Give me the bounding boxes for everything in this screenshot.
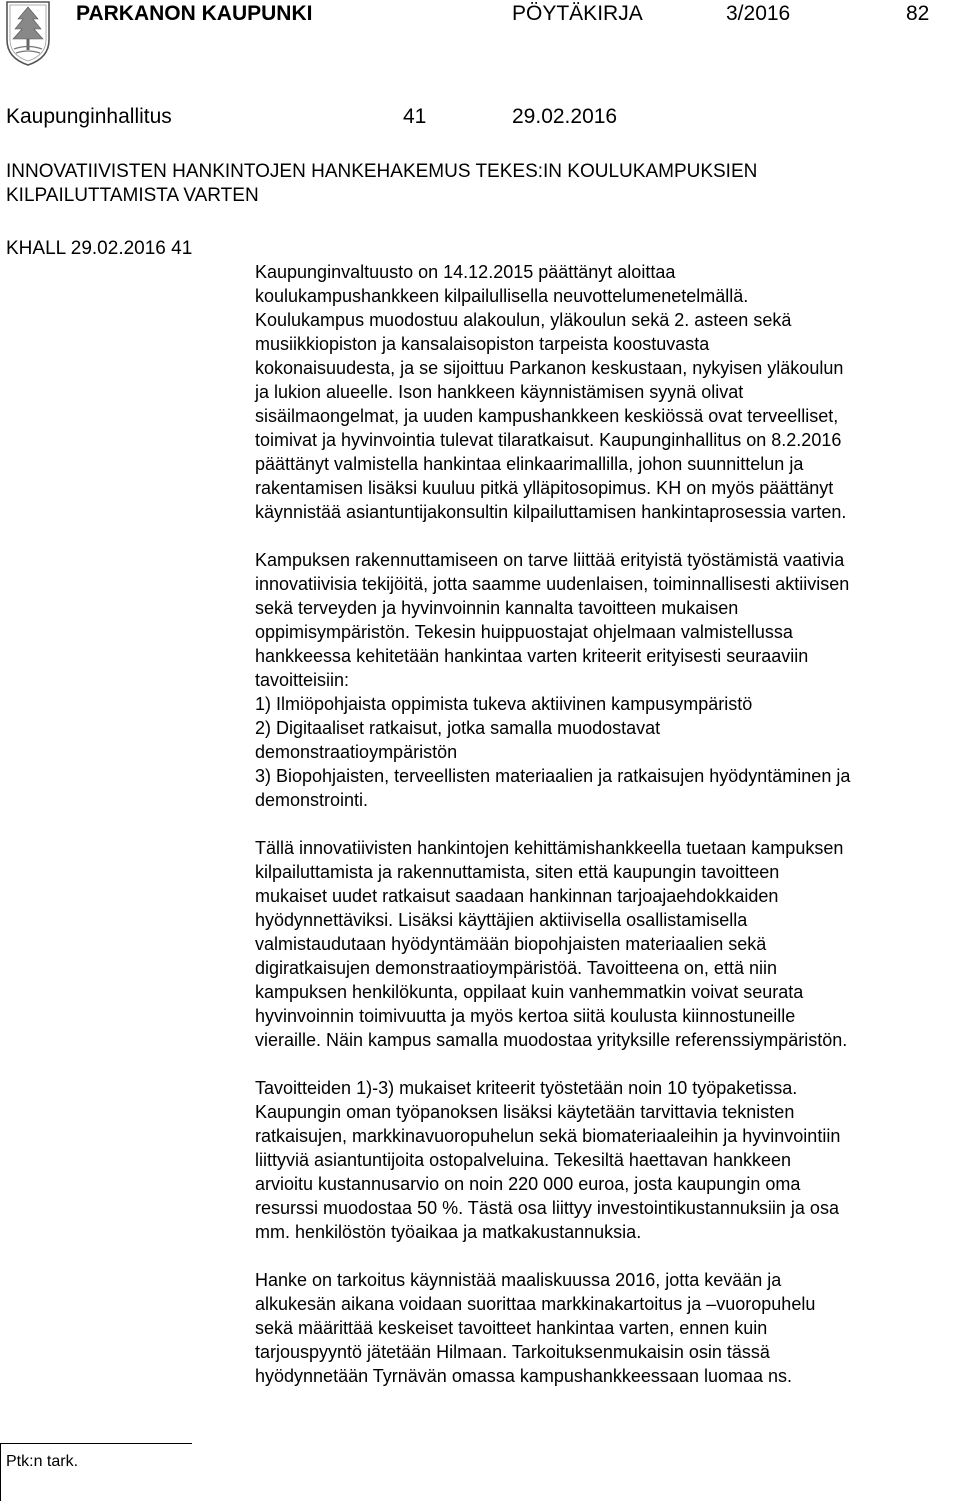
paragraph-gap [255,524,955,548]
section-number: 41 [403,105,427,128]
body-line: Hanke on tarkoitus käynnistää maaliskuussa 2016, jotta kevään ja [255,1270,782,1290]
body-line: Tällä innovatiivisten hankintojen kehittämishankkeella tuetaan kampuksen [255,838,844,858]
body-line: kokonaisuudesta, ja se sijoittuu Parkanon keskustaan, nykyisen yläkoulun [255,358,844,378]
paragraph-gap [255,1244,955,1268]
body-line: käynnistää asiantuntijakonsultin kilpailuttamisen hankintaprosessia varten. [255,502,847,522]
body-line: koulukampushankkeen kilpailullisella neuvottelumenetelmällä. [255,286,749,306]
body-line: mukaiset uudet ratkaisut saadaan hankinnan tarjoajaehdokkaiden [255,886,779,906]
body-line: alkukesän aikana voidaan suorittaa markkinakartoitus ja –vuoropuhelu [255,1294,816,1314]
body-line: Koulukampus muodostuu alakoulun, yläkoulun sekä 2. asteen sekä [255,310,792,330]
document-number: 3/2016 [726,2,791,25]
body-line: digiratkaisujen demonstraatioympäristöä. Tavoitteena on, että niin [255,958,777,978]
body-line: hyvinvoinnin toimivuutta ja myös kertoa siitä koulusta kiinnostuneille [255,1006,796,1026]
item-title-line: INNOVATIIVISTEN HANKINTOJEN HANKEHAKEMUS TEKES:IN KOULUKAMPUKSIEN [6,161,758,182]
footer-divider [0,1443,1,1501]
body-line: demonstraatioympäristön [255,742,458,762]
body-line: kampuksen henkilökunta, oppilaat kuin vanhemmatkin voivat seurata [255,982,804,1002]
body-line: Kaupunginvaltuusto on 14.12.2015 päättänyt aloittaa [255,262,676,282]
minutes-checker-label: Ptk:n tark. [6,1453,79,1470]
body-line: liittyviä asiantuntijoita ostopalveluina. Tekesiltä haettavan hankkeen [255,1150,792,1170]
body-line: Kaupungin oman työpanoksen lisäksi käytetään tarvittavia teknisten [255,1102,795,1122]
body-line: mm. henkilöstön työaikaa ja matkakustannuksia. [255,1222,642,1242]
body-line: toimivat ja hyvinvointia tulevat tilaratkaisut. Kaupunginhallitus on 8.2.2016 [255,430,842,450]
meeting-date: 29.02.2016 [512,105,618,128]
body-line: sekä määrittää keskeiset tavoitteet hankintaa varten, ennen kuin [255,1318,768,1338]
item-title [6,160,757,208]
body-line: tavoitteisiin: [255,670,350,690]
meeting-body: Kaupunginhallitus [6,105,172,128]
body-line: 1) Ilmiöpohjaista oppimista tukeva aktiivinen kampusympäristö [255,694,753,714]
body-line: 3) Biopohjaisten, terveellisten materiaalien ja ratkaisujen hyödyntäminen ja [255,766,851,786]
body-line: valmistaudutaan hyödyntämään biopohjaisten materiaalien sekä [255,934,767,954]
body-line: hyödynnetään Tyrnävän omassa kampushankkeessaan luomaa ns. [255,1366,793,1386]
body-line: hyödynnettäviksi. Lisäksi käyttäjien aktiivisella osallistamisella [255,910,748,930]
body-line: sekä terveyden ja hyvinvoinnin kannalta tavoitteen mukaisen [255,598,739,618]
document-type: PÖYTÄKIRJA [512,2,643,25]
body-line: 2) Digitaaliset ratkaisut, jotka samalla muodostavat [255,718,661,738]
board-reference: KHALL 29.02.2016 41 [6,238,193,259]
body-line: ratkaisujen, markkinavuoropuhelun sekä biomateriaaleihin ja hyvinvointiin [255,1126,841,1146]
page-number: 82 [906,2,930,25]
body-line: rakentamisen lisäksi kuuluu pitkä ylläpitosopimus. KH on myös päättänyt [255,478,834,498]
coat-of-arms-logo [4,0,52,66]
body-line: resurssi muodostaa 50 %. Tästä osa liittyy investointikustannuksiin ja osa [255,1198,839,1218]
organization-name: PARKANON KAUPUNKI [76,2,313,25]
body-line: sisäilmaongelmat, ja uuden kampushankkeen keskiössä ovat terveelliset, [255,406,839,426]
body-line: innovatiivisia tekijöitä, jotta saamme uudenlaisen, toiminnallisesti aktiivisen [255,574,850,594]
footer-rule [0,1443,192,1444]
body-line: Tavoitteiden 1)-3) mukaiset kriteerit työstetään noin 10 työpaketissa. [255,1078,798,1098]
body-line: päättänyt valmistella hankintaa elinkaarimallilla, johon suunnittelun ja [255,454,804,474]
body-line: musiikkiopiston ja kansalaisopiston tarpeista koostuvasta [255,334,710,354]
paragraph-gap [255,1052,955,1076]
body-line: ja lukion alueelle. Ison hankkeen käynnistämisen syynä olivat [255,382,744,402]
body-line: hankkeessa kehitetään hankintaa varten kriteerit erityisesti seuraaviin [255,646,809,666]
body-text [255,260,955,1388]
body-line: arvioitu kustannusarvio on noin 220 000 euroa, josta kaupungin oma [255,1174,801,1194]
body-line: demonstrointi. [255,790,369,810]
body-line: Kampuksen rakennuttamiseen on tarve liittää erityistä työstämistä vaativia [255,550,845,570]
body-line: vieraille. Näin kampus samalla muodostaa yrityksille referenssiympäristön. [255,1030,848,1050]
paragraph-gap [255,812,955,836]
item-title-line: KILPAILUTTAMISTA VARTEN [6,185,259,206]
body-line: tarjouspyyntö jätetään Hilmaan. Tarkoituksenmukaisin osin tässä [255,1342,770,1362]
body-line: oppimisympäristön. Tekesin huippuostajat ohjelmaan valmistellussa [255,622,793,642]
body-line: kilpailuttamista ja rakennuttamista, siten että kaupungin tavoitteen [255,862,780,882]
